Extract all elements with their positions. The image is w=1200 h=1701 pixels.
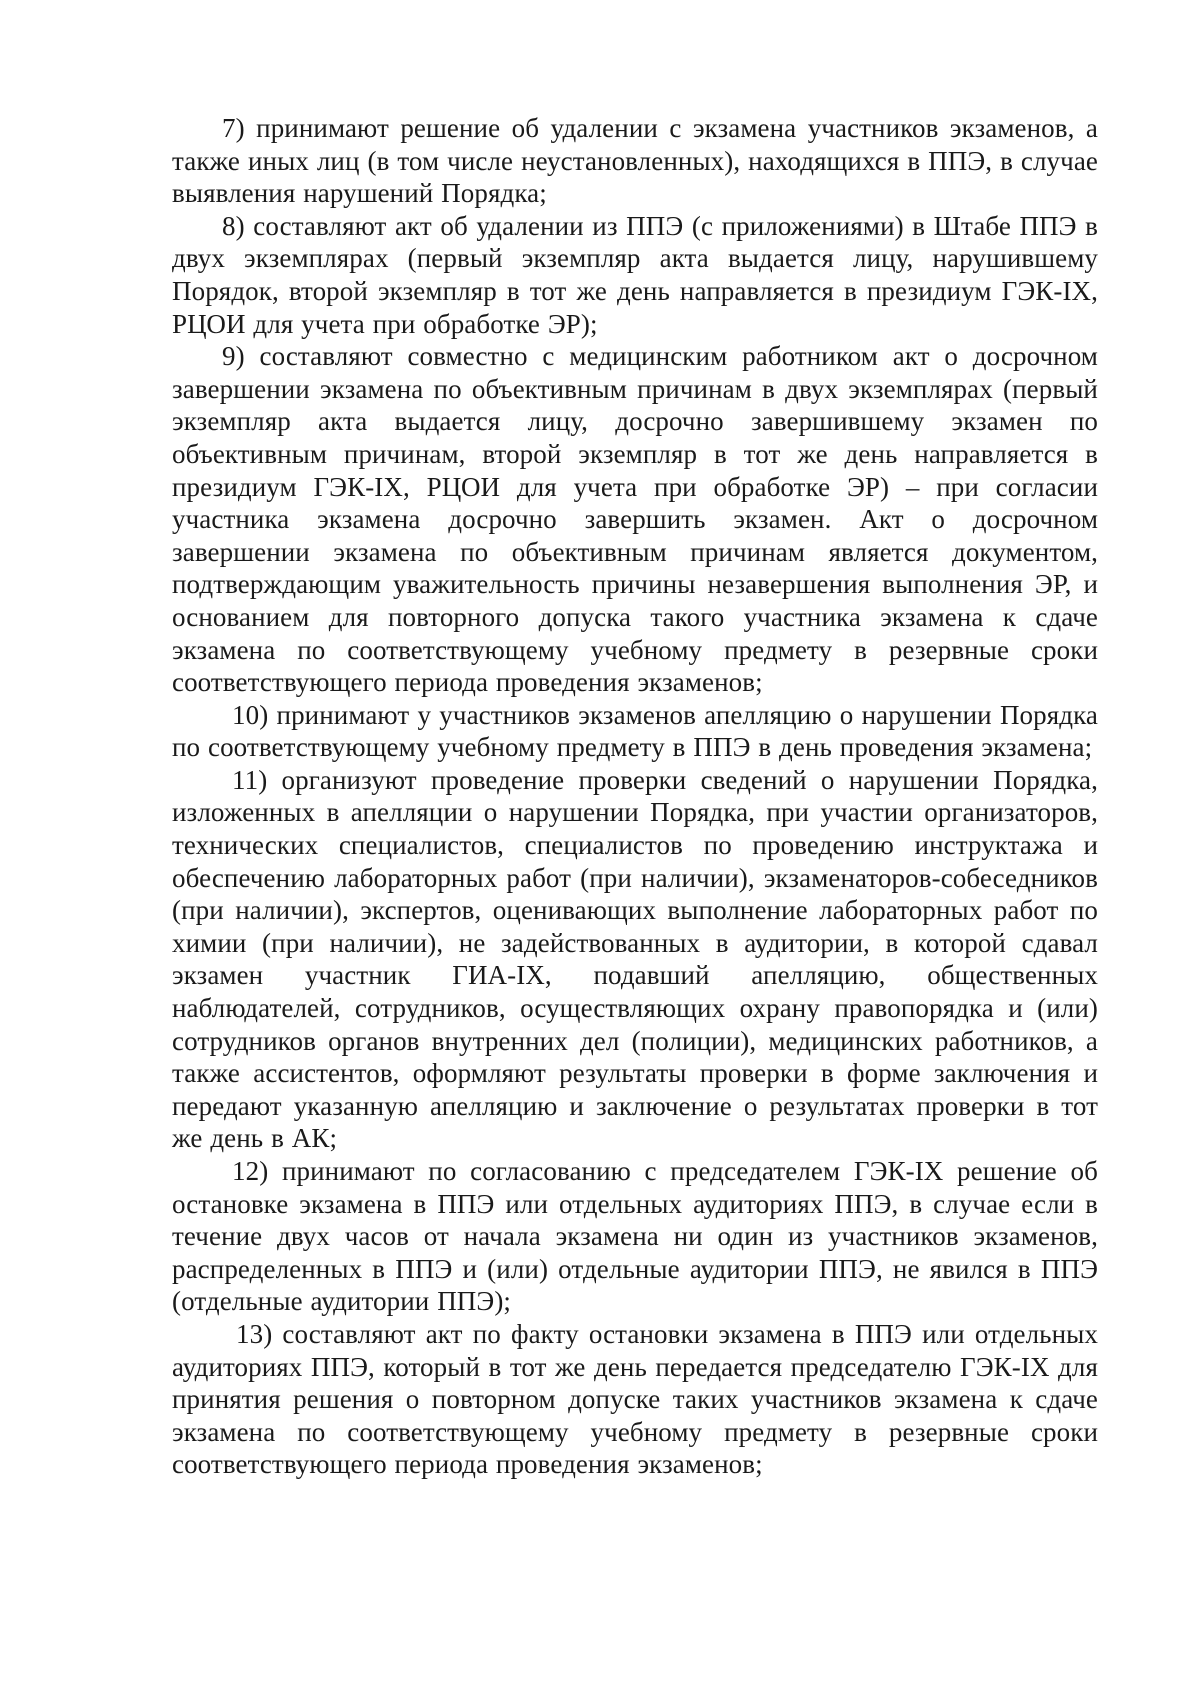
paragraph-item-10: 10) принимают у участников экзаменов апелляцию о нарушении Порядка по соответствующему учебному предмету в ППЭ в день проведения экзамена; [172, 699, 1098, 763]
document-page [172, 112, 1098, 1481]
paragraph-item-9: 9) составляют совместно с медицинским работником акт о досрочном завершении экзамена по объективным причинам в двух экземплярах (первый экземпляр акта выдается лицу, досрочно завершившему экзамен по объективным причинам, второй экземпляр в тот же день направляется в президиум ГЭК-IX, РЦОИ для учета при обработке ЭР) – при согласии участника экзамена досрочно завершить экзамен. Акт о досрочном завершении экзамена по объективным причинам является документом, подтверждающим уважительность причины незавершения выполнения ЭР, и основанием для повторного допуска такого участника экзамена к сдаче экзамена по соответствующему учебному предмету в резервные сроки соответствующего периода проведения экзаменов; [172, 341, 1098, 698]
paragraph-item-13: 13) составляют акт по факту остановки экзамена в ППЭ или отдельных аудиториях ППЭ, который в тот же день передается председателю ГЭК-IX для принятия решения о повторном допуске таких участников экзамена к сдаче экзамена по соответствующему учебному предмету в резервные сроки соответствующего периода проведения экзаменов; [172, 1318, 1098, 1480]
paragraph-item-8: 8) составляют акт об удалении из ППЭ (с приложениями) в Штабе ППЭ в двух экземплярах (первый экземпляр акта выдается лицу, нарушившему Порядок, второй экземпляр в тот же день направляется в президиум ГЭК-IX, РЦОИ для учета при обработке ЭР); [172, 210, 1098, 339]
paragraph-item-7: 7) принимают решение об удалении с экзамена участников экзаменов, а также иных лиц (в том числе неустановленных), находящихся в ППЭ, в случае выявления нарушений Порядка; [172, 113, 1098, 209]
paragraph-item-12: 12) принимают по согласованию с председателем ГЭК-IX решение об остановке экзамена в ППЭ или отдельных аудиториях ППЭ, в случае если в течение двух часов от начала экзамена ни один из участников экзаменов, распределенных в ППЭ и (или) отдельные аудитории ППЭ, не явился в ППЭ (отдельные аудитории ППЭ); [172, 1156, 1098, 1317]
paragraph-item-11: 11) организуют проведение проверки сведений о нарушении Порядка, изложенных в апелляции о нарушении Порядка, при участии организаторов, технических специалистов, специалистов по проведению инструктажа и обеспечению лабораторных работ (при наличии), экзаменаторов-собеседников (при наличии), экспертов, оценивающих выполнение лабораторных работ по химии (при наличии), не задействованных в аудитории, в которой сдавал экзамен участник ГИА-IX, подавший апелляцию, общественных наблюдателей, сотрудников, осуществляющих охрану правопорядка и (или) сотрудников органов внутренних дел (полиции), медицинских работников, а также ассистентов, оформляют результаты проверки в форме заключения и передают указанную апелляцию и заключение о результатах проверки в тот же день в АК; [172, 764, 1098, 1154]
